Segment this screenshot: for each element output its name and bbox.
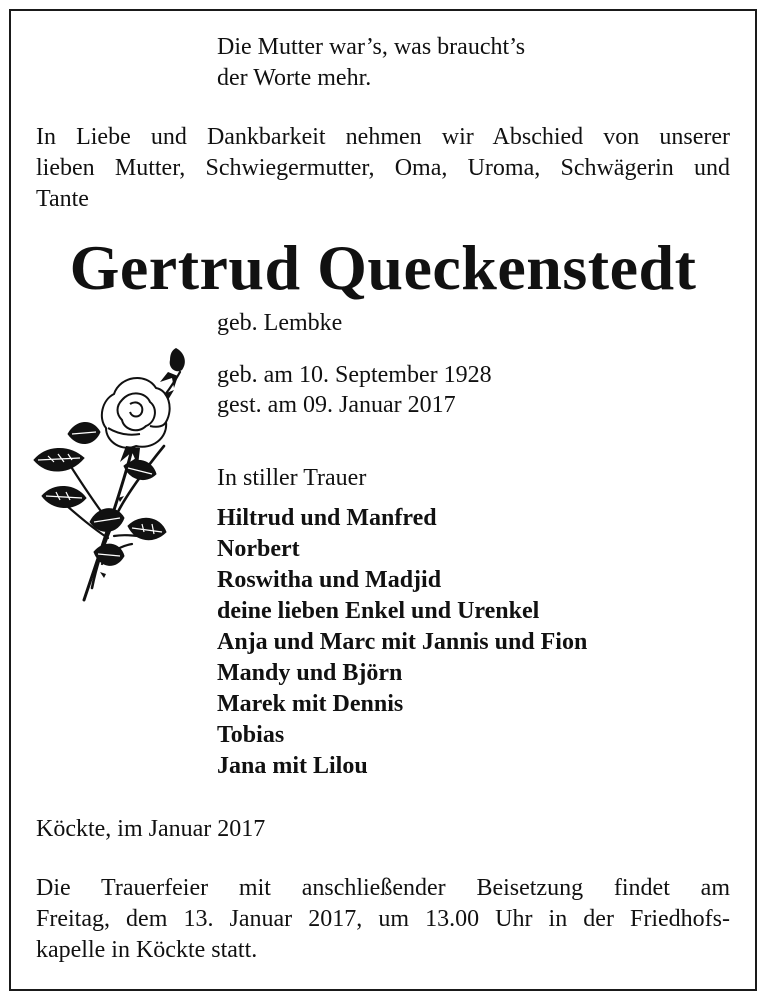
intro-line-1: In Liebe und Dankbarkeit nehmen wir Abschied von unserer	[36, 124, 730, 150]
funeral-line-3: kapelle in Köckte statt.	[36, 937, 258, 963]
deceased-name: Gertrud Queckenstedt	[69, 232, 697, 303]
intro-line-3: Tante	[36, 186, 89, 212]
mourner-line: deine lieben Enkel und Urenkel	[217, 598, 540, 624]
place-date: Köckte, im Januar 2017	[36, 816, 266, 842]
intro-text	[36, 122, 730, 215]
mourner-line: Hiltrud und Manfred	[217, 505, 437, 531]
mourner-line: Jana mit Lilou	[217, 753, 368, 779]
motto-line-2: der Worte mehr.	[217, 65, 372, 91]
mourner-line: Anja und Marc mit Jannis und Fion	[217, 629, 588, 655]
mourner-line: Tobias	[217, 722, 285, 748]
rose-icon	[28, 338, 208, 608]
funeral-line-1: Die Trauerfeier mit anschließender Beisetzung findet am	[36, 875, 730, 901]
intro-line-2: lieben Mutter, Schwiegermutter, Oma, Uroma, Schwägerin und	[36, 155, 730, 181]
death-date: gest. am 09. Januar 2017	[217, 392, 456, 418]
birth-date: geb. am 10. September 1928	[217, 362, 492, 388]
mourning-label: In stiller Trauer	[217, 465, 367, 491]
motto-line-1: Die Mutter war’s, was braucht’s	[217, 34, 526, 60]
mourner-line: Norbert	[217, 536, 300, 562]
funeral-info	[36, 873, 730, 966]
mourner-line: Marek mit Dennis	[217, 691, 404, 717]
mourner-line: Mandy und Björn	[217, 660, 403, 686]
maiden-name: geb. Lembke	[217, 310, 343, 336]
funeral-line-2: Freitag, dem 13. Januar 2017, um 13.00 Uhr in der Friedhofs-	[36, 906, 730, 932]
mourner-line: Roswitha und Madjid	[217, 567, 442, 593]
